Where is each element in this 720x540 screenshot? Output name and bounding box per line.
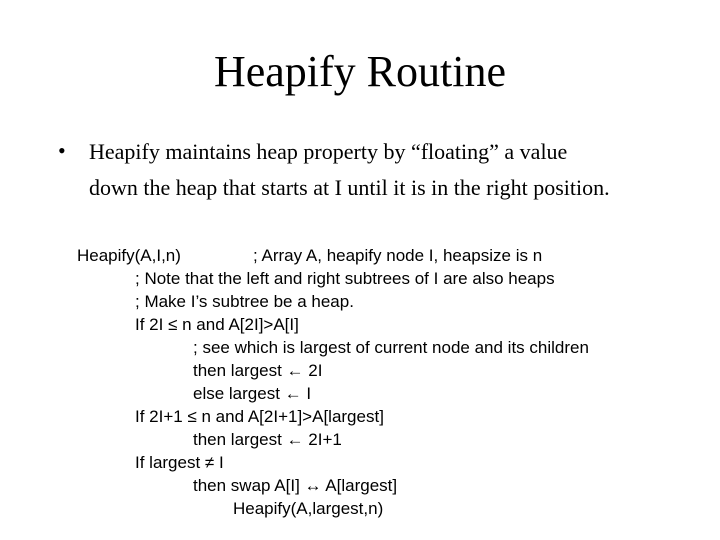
code-line: then largest ← 2I <box>193 361 323 380</box>
bullet-text-line-2: down the heap that starts at I until it is in the right position. <box>89 175 610 200</box>
code-line: then largest ← 2I+1 <box>193 430 342 449</box>
code-line: If 2I+1 ≤ n and A[2I+1]>A[largest] <box>135 407 384 426</box>
slide-title: Heapify Routine <box>213 47 507 96</box>
code-line: ; Note that the left and right subtrees of I are also heaps <box>135 269 555 288</box>
code-line: ; Make I’s subtree be a heap. <box>135 292 354 311</box>
code-signature: Heapify(A,I,n) <box>77 246 181 265</box>
code-signature-comment: ; Array A, heapify node I, heapsize is n <box>253 246 543 265</box>
bullet-icon: • <box>58 138 66 163</box>
bullet-text-line-1: Heapify maintains heap property by “floating” a value <box>89 139 568 164</box>
code-line: then swap A[I] ↔ A[largest] <box>193 476 398 495</box>
code-line: ; see which is largest of current node and its children <box>193 338 589 357</box>
code-line: If 2I ≤ n and A[2I]>A[I] <box>135 315 299 334</box>
code-line: Heapify(A,largest,n) <box>233 499 384 518</box>
code-line: else largest ← I <box>193 384 312 403</box>
code-line: If largest ≠ I <box>135 453 224 472</box>
